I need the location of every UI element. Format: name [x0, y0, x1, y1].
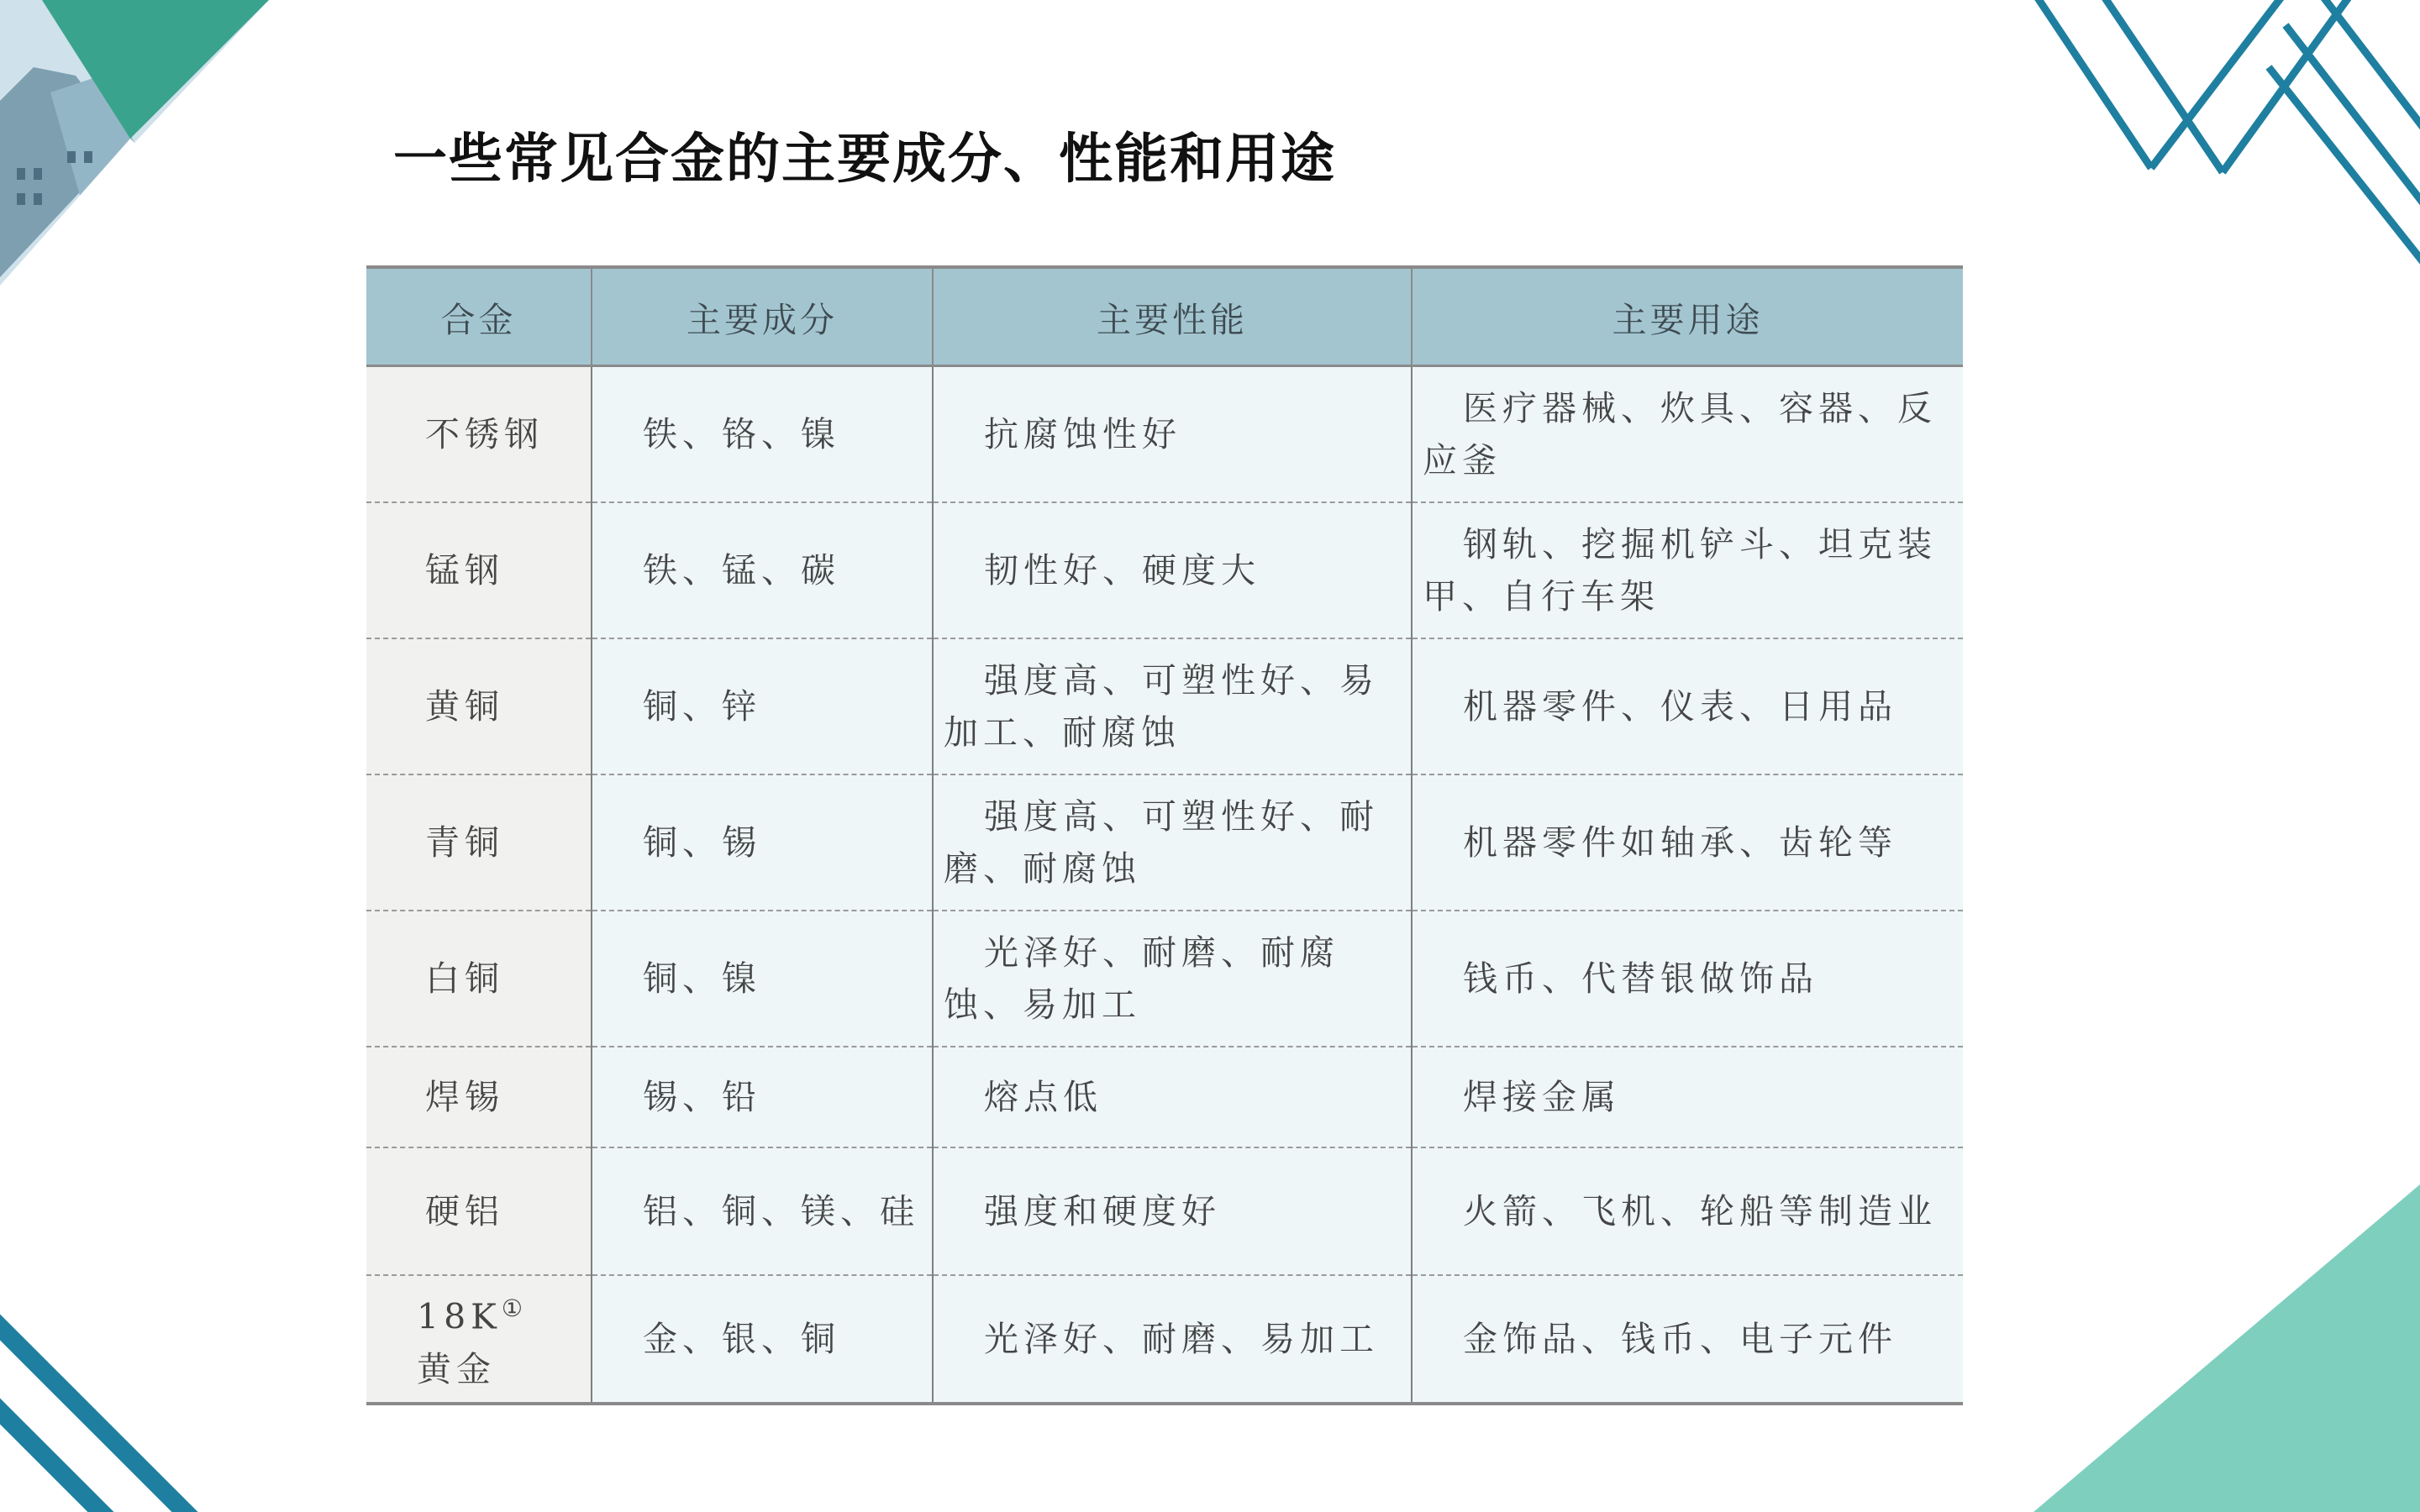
property-cell: 抗腐蚀性好: [984, 414, 1181, 454]
property-cell: 强度高、可塑性好、易加工、耐腐蚀: [944, 660, 1379, 753]
property-cell: 熔点低: [984, 1077, 1102, 1117]
use-cell: 金饰品、钱币、电子元件: [1463, 1319, 1897, 1359]
top-right-stripes: [2033, 0, 2420, 269]
alloy-table-container: [366, 265, 1963, 1405]
composition-cell: 铁、锰、碳: [643, 550, 840, 591]
use-cell: 钱币、代替银做饰品: [1463, 958, 1818, 999]
table-row: [366, 1275, 1963, 1404]
alloy-name: 黄铜: [366, 638, 592, 774]
alloy-table: [366, 265, 1963, 1405]
use-cell: 火箭、飞机、轮船等制造业: [1463, 1191, 1937, 1231]
use-cell: 焊接金属: [1463, 1077, 1621, 1117]
header-property: 主要性能: [933, 267, 1412, 366]
header-composition: 主要成分: [592, 267, 933, 366]
property-cell: 强度高、可塑性好、耐磨、耐腐蚀: [944, 796, 1379, 889]
composition-cell: 锡、铅: [643, 1077, 761, 1117]
table-row: [366, 911, 1963, 1047]
property-cell: 光泽好、耐磨、易加工: [984, 1319, 1379, 1359]
alloy-name: 焊锡: [366, 1047, 592, 1147]
alloy-name-line1: 18K: [417, 1296, 502, 1337]
use-cell: 机器零件、仪表、日用品: [1463, 686, 1897, 727]
property-cell: 强度和硬度好: [984, 1191, 1221, 1231]
table-row: [366, 1147, 1963, 1275]
header-alloy: 合金: [366, 267, 592, 366]
building-photo-corner: [0, 0, 269, 302]
table-row: [366, 774, 1963, 911]
use-cell: 钢轨、挖掘机铲斗、坦克装甲、自行车架: [1423, 524, 1937, 617]
composition-cell: 铜、镍: [643, 958, 761, 999]
table-row: [366, 366, 1963, 503]
footnote-mark: ①: [501, 1294, 528, 1323]
composition-cell: 铝、铜、镁、硅: [643, 1191, 919, 1231]
use-cell: 机器零件如轴承、齿轮等: [1463, 822, 1897, 863]
table-header-row: [366, 267, 1963, 366]
alloy-name: 硬铝: [366, 1147, 592, 1275]
table-row: [366, 638, 1963, 774]
composition-cell: 铜、锌: [643, 686, 761, 727]
bottom-right-triangle: [2033, 1184, 2420, 1512]
composition-cell: 金、银、铜: [643, 1319, 840, 1359]
alloy-name: 不锈钢: [366, 366, 592, 503]
composition-cell: 铁、铬、镍: [643, 414, 840, 454]
table-row: [366, 502, 1963, 638]
header-use: 主要用途: [1412, 267, 1963, 366]
bottom-left-stripes: [0, 1310, 193, 1512]
alloy-name-line2: 黄金: [417, 1348, 496, 1389]
property-cell: 韧性好、硬度大: [984, 550, 1260, 591]
alloy-name: [366, 1275, 592, 1404]
page-title: 一些常见合金的主要成分、性能和用途: [393, 129, 1336, 191]
property-cell: 光泽好、耐磨、耐腐蚀、易加工: [944, 932, 1339, 1025]
alloy-name: 白铜: [366, 911, 592, 1047]
use-cell: 医疗器械、炊具、容器、反应釜: [1423, 388, 1937, 480]
alloy-name: 锰钢: [366, 502, 592, 638]
alloy-name: 青铜: [366, 774, 592, 911]
composition-cell: 铜、锡: [643, 822, 761, 863]
table-row: [366, 1047, 1963, 1147]
